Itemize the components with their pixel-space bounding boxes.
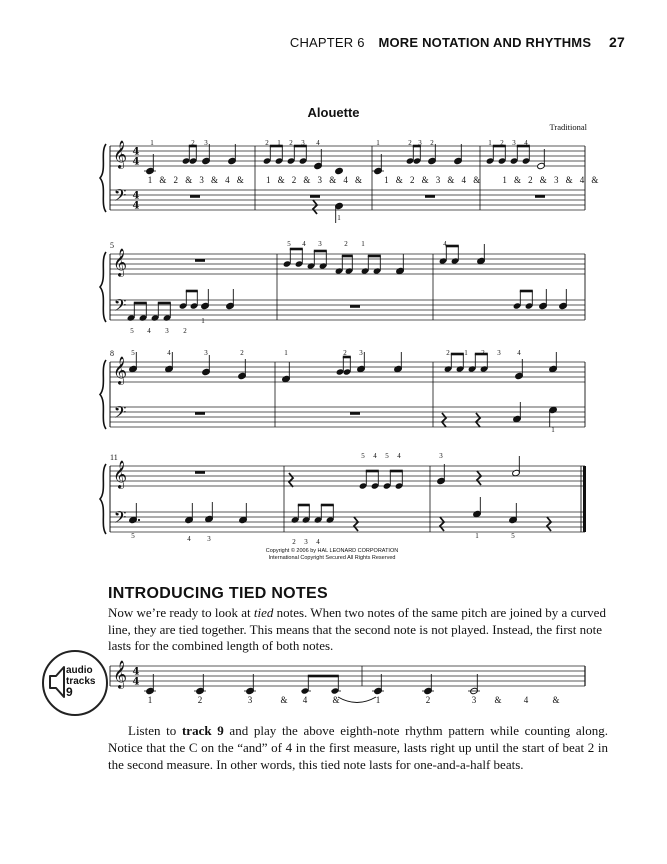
quarter-rest: [477, 471, 481, 485]
count-label: 1: [147, 695, 153, 705]
fingering-number: 1: [464, 349, 468, 357]
count-label: &: [277, 175, 285, 185]
fingering-number: 5: [511, 532, 515, 540]
whole-rest: [535, 195, 545, 198]
count-label: 4: [302, 695, 308, 705]
count-label: &: [552, 695, 560, 705]
beam: [446, 245, 459, 248]
quarter-rest: [476, 413, 480, 427]
beam: [290, 248, 303, 251]
count-label: 3: [471, 695, 477, 705]
beam: [520, 290, 533, 293]
composer-credit: Traditional: [549, 122, 587, 132]
fingering-number: 2: [292, 538, 296, 546]
count-label: &: [329, 175, 337, 185]
measure-number: 11: [110, 453, 118, 462]
fingering-number: 4: [316, 139, 320, 147]
count-label: &: [236, 175, 244, 185]
whole-rest: [425, 195, 435, 198]
tracks-label: tracks: [66, 676, 96, 687]
page-number: 27: [609, 34, 625, 50]
count-label: 2: [173, 175, 179, 185]
fingering-number: 1: [376, 139, 380, 147]
copyright-line: Copyright © 2006 by HAL LEONARD CORPORATION: [265, 548, 399, 554]
fingering-number: 4: [373, 452, 377, 460]
track-number: 9: [66, 685, 73, 699]
fingering-number: 1: [488, 139, 492, 147]
count-label: &: [539, 175, 547, 185]
count-label: &: [159, 175, 167, 185]
count-label: &: [280, 695, 288, 705]
count-label: 4: [225, 175, 230, 185]
fingering-number: 5: [287, 240, 291, 248]
whole-rest: [350, 412, 360, 415]
fingering-number: 3: [304, 538, 308, 546]
fingering-number: 3: [418, 139, 422, 147]
whole-rest: [195, 412, 205, 415]
whole-rest: [350, 305, 360, 308]
fingering-number: 3: [497, 349, 501, 357]
quarter-rest: [440, 517, 444, 531]
fingering-number: 4: [147, 327, 151, 335]
count-label: 1: [265, 175, 271, 185]
fingering-number: 4: [517, 349, 521, 357]
fingering-number: 2: [446, 349, 450, 357]
count-label: 1: [147, 175, 153, 185]
fingering-number: 1: [551, 426, 555, 434]
fingering-number: 2: [430, 139, 434, 147]
count-label: &: [494, 695, 502, 705]
fingering-number: 3: [165, 327, 169, 335]
fingering-number: 2: [265, 139, 269, 147]
whole-rest: [190, 195, 200, 198]
fingering-number: 3: [318, 240, 322, 248]
beam: [134, 302, 147, 305]
beam: [366, 470, 379, 473]
count-label: 4: [343, 175, 348, 185]
fingering-number: 2: [240, 349, 244, 357]
fingering-number: 3: [359, 349, 363, 357]
bass-clef-icon: 𝄢: [113, 402, 127, 426]
fingering-number: 1: [284, 349, 288, 357]
dot: [138, 519, 140, 521]
time-signature: 4: [132, 156, 140, 168]
quarter-rest: [313, 200, 317, 214]
count-label: 3: [199, 175, 204, 185]
count-label: 1: [502, 175, 507, 185]
audio-tracks-badge[interactable]: [42, 650, 108, 716]
fingering-number: 4: [302, 240, 306, 248]
count-label: &: [513, 175, 522, 185]
whole-rest: [195, 471, 205, 474]
intro-text: notes. When two notes of the same pitch are joined by a curved line, they are tied together. This means that the second note is not played. Instead, the first note lasts for the combined length of both notes.: [108, 605, 606, 653]
track-reference: track 9: [181, 723, 224, 738]
quarter-rest: [354, 517, 358, 531]
grand-staff-brace: [100, 144, 106, 212]
count-label: &: [303, 175, 311, 185]
fingering-number: 4: [167, 349, 171, 357]
fingering-number: 1: [337, 214, 341, 222]
count-label: 4: [579, 175, 585, 185]
beam: [368, 255, 381, 258]
treble-clef-icon: 𝄞: [112, 460, 128, 488]
bass-clef-icon: 𝄢: [113, 185, 127, 209]
fingering-number: 3: [204, 349, 208, 357]
beam: [186, 290, 198, 293]
fingering-number: 3: [439, 452, 443, 460]
quarter-rest: [289, 473, 293, 487]
count-label: &: [421, 175, 429, 185]
fingering-number: 2: [344, 240, 348, 248]
grand-staff-brace: [100, 252, 106, 322]
section-heading: INTRODUCING TIED NOTES: [108, 585, 328, 602]
fingering-number: 4: [524, 139, 528, 147]
count-label: 2: [291, 175, 297, 185]
intro-text: Now we’re ready to look at: [108, 605, 254, 620]
beam: [308, 675, 339, 678]
fingering-number: 1: [277, 139, 281, 147]
count-label: &: [210, 175, 219, 185]
fingering-number: 3: [204, 139, 208, 147]
fingering-number: 3: [207, 535, 211, 543]
fingering-number: 3: [512, 139, 516, 147]
grand-staff-brace: [100, 464, 106, 534]
treble-clef-icon: 𝄞: [112, 356, 128, 384]
fingering-number: 1: [361, 240, 365, 248]
count-label: 3: [317, 175, 323, 185]
fingering-number: 2: [481, 349, 485, 357]
count-label: 1: [375, 695, 381, 705]
count-label: 4: [523, 695, 529, 705]
grand-staff-brace: [100, 360, 106, 429]
count-label: &: [565, 175, 573, 185]
audio-label: audio: [66, 665, 93, 676]
speaker-icon: [48, 664, 68, 700]
bass-clef-icon: 𝄢: [113, 507, 127, 531]
count-label: &: [447, 175, 455, 185]
time-signature: 4: [132, 666, 140, 678]
fingering-number: 2: [500, 139, 504, 147]
count-label: 2: [197, 695, 203, 705]
count-label: 2: [425, 695, 431, 705]
treble-clef-icon: 𝄞: [112, 248, 128, 276]
chapter-label: CHAPTER 6: [289, 35, 365, 50]
treble-clef-icon: 𝄞: [112, 660, 128, 688]
fingering-number: 2: [343, 349, 347, 357]
fingering-number: 2: [191, 139, 195, 147]
count-label: &: [591, 175, 599, 185]
fingering-number: 2: [408, 139, 412, 147]
whole-rest: [195, 259, 205, 262]
quarter-rest: [442, 413, 446, 427]
fingering-number: 5: [361, 452, 365, 460]
measure-number: 8: [110, 349, 114, 358]
measure-number: 5: [110, 241, 114, 250]
copyright-notice: [232, 548, 432, 562]
fingering-number: 5: [131, 532, 135, 540]
time-signature: 4: [132, 676, 140, 688]
beam: [158, 302, 171, 305]
beam: [451, 353, 464, 356]
bass-clef-icon: 𝄢: [113, 295, 127, 319]
count-label: &: [185, 175, 193, 185]
count-label: 1: [384, 175, 389, 185]
time-signature: 4: [132, 200, 140, 212]
count-label: 3: [247, 695, 253, 705]
fingering-number: 1: [150, 139, 154, 147]
final-barline: [583, 466, 586, 532]
explanation-paragraph: [108, 722, 608, 773]
count-label: &: [354, 175, 363, 185]
time-signature: 4: [132, 190, 140, 202]
copyright-line: International Copyright Secured All Rights Reserved: [268, 555, 396, 561]
count-label: 3: [435, 175, 441, 185]
beam: [321, 504, 334, 507]
count-label: &: [473, 175, 481, 185]
beam: [298, 504, 310, 507]
count-label: 2: [528, 175, 533, 185]
song-title: Alouette: [307, 105, 360, 120]
count-label: 3: [553, 175, 559, 185]
note-head: [335, 167, 344, 174]
fingering-number: 5: [130, 327, 134, 335]
fingering-number: 4: [443, 240, 447, 248]
count-label: 4: [461, 175, 467, 185]
count-label: 2: [409, 175, 415, 185]
treble-clef-icon: 𝄞: [112, 140, 128, 168]
chapter-title: MORE NOTATION AND RHYTHMS: [378, 35, 592, 50]
whole-rest: [310, 195, 320, 198]
fingering-number: 4: [397, 452, 401, 460]
para-text: Listen to: [128, 723, 182, 738]
quarter-rest: [547, 517, 551, 531]
intro-italic: tied: [253, 605, 274, 620]
count-label: &: [332, 695, 340, 705]
fingering-number: 2: [183, 327, 187, 335]
fingering-number: 4: [187, 535, 191, 543]
intro-paragraph: [108, 605, 608, 655]
tie: [338, 697, 376, 703]
fingering-number: 1: [475, 532, 479, 540]
time-signature: 4: [132, 146, 140, 158]
fingering-number: 3: [301, 139, 305, 147]
count-label: &: [395, 175, 403, 185]
beam: [390, 470, 403, 473]
beam: [342, 255, 353, 258]
fingering-number: 5: [131, 349, 135, 357]
fingering-number: 5: [385, 452, 389, 460]
fingering-number: 2: [289, 139, 293, 147]
fingering-number: 1: [201, 317, 205, 325]
beam: [314, 250, 327, 253]
para-text: and play the above eighth-note rhythm pattern while counting along. Notice that the C on the “and” of 4 in the first measure, lasts right up until the start of beat 2 in the second measure. In other words, this tied note lasts for one-and-a-half beats.: [108, 723, 608, 772]
fingering-number: 4: [316, 538, 320, 546]
